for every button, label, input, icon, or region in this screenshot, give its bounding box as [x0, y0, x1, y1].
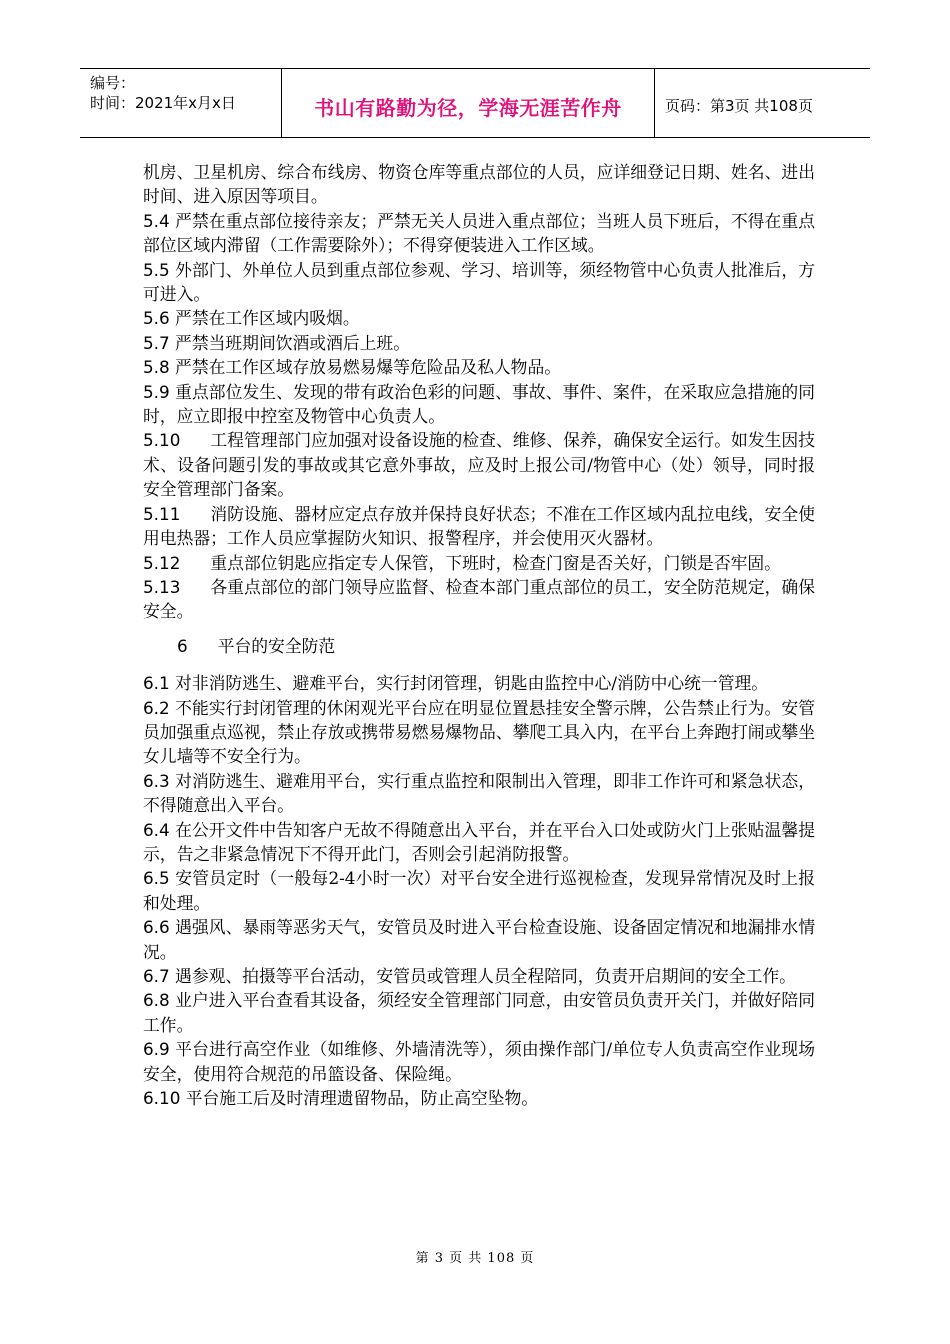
paragraph — [143, 1037, 815, 1086]
clause-text: 严禁在工作区域存放易燃易爆等危险品及私人物品。 — [175, 357, 562, 378]
section-title: 平台的安全防范 — [217, 635, 336, 656]
document-body — [143, 160, 815, 1110]
clause-text: 严禁在工作区域内吸烟。 — [175, 308, 360, 329]
clause-text: 在公开文件中告知客户无故不得随意出入平台，并在平台入口处或防火门上张贴温馨提示，告之非紧急情况下不得开此门，否则会引起消防报警。 — [143, 819, 815, 864]
clause-number: 6.6 — [143, 917, 170, 938]
paragraph — [143, 258, 815, 307]
paragraph — [143, 209, 815, 258]
paragraph — [143, 671, 815, 695]
clause-text: 安管员定时（一般每2-4小时一次）对平台安全进行巡视检查，发现异常情况及时上报和处理。 — [143, 868, 815, 913]
paragraph — [143, 380, 815, 429]
clause-number: 6.1 — [143, 673, 170, 694]
clause-number: 6.3 — [143, 770, 170, 791]
clause-text: 严禁在重点部位接待亲友；严禁无关人员进入重点部位；当班人员下班后，不得在重点部位区域内滞留（工作需要除外）；不得穿便装进入工作区域。 — [143, 210, 815, 256]
paragraph — [143, 331, 815, 355]
section-5-paragraphs — [143, 160, 815, 624]
clause-text: 业户进入平台查看其设备，须经安全管理部门同意，由安管员负责开关门，并做好陪同工作。 — [143, 990, 815, 1035]
clause-text: 对非消防逃生、避难平台，实行封闭管理，钥匙由监控中心/消防中心统一管理。 — [175, 673, 769, 694]
clause-number: 5.12 — [143, 552, 181, 573]
document-code-label: 编号： — [90, 74, 136, 92]
clause-number: 5.11 — [143, 503, 181, 524]
paragraph — [143, 575, 815, 624]
clause-number: 6.9 — [143, 1039, 170, 1060]
clause-text: 各重点部位的部门领导应监督、检查本部门重点部位的员工，安全防范规定，确保安全。 — [143, 576, 815, 622]
clause-number: 5.7 — [143, 332, 170, 353]
header-page-info: 页码：第3页 共108页 — [665, 96, 813, 115]
clause-number: 5.8 — [143, 357, 170, 378]
section-6-paragraphs — [143, 671, 815, 1110]
clause-number: 5.5 — [143, 259, 170, 280]
header-motto: 书山有路勤为径，学海无涯苦作舟 — [314, 95, 622, 120]
clause-text: 消防设施、器材应定点存放并保持良好状态；不准在工作区域内乱拉电线，安全使用电热器；工作人员应掌握防火知识、报警程序，并会使用灭火器材。 — [143, 503, 815, 549]
header-motto-cell — [282, 69, 655, 137]
section-number: 6 — [177, 635, 188, 656]
clause-number: 6.10 — [143, 1088, 181, 1109]
paragraph — [143, 502, 815, 551]
paragraph — [143, 355, 815, 379]
clause-number: 6.8 — [143, 990, 170, 1011]
paragraph — [143, 915, 815, 964]
paragraph — [143, 306, 815, 330]
clause-text: 机房、卫星机房、综合布线房、物资仓库等重点部位的人员，应详细登记日期、姓名、进出时间、进入原因等项目。 — [143, 162, 815, 207]
clause-number: 6.2 — [143, 697, 170, 718]
paragraph — [143, 160, 815, 209]
section-heading — [177, 634, 815, 658]
paragraph — [143, 988, 815, 1037]
clause-text: 不能实行封闭管理的休闲观光平台应在明显位置悬挂安全警示牌，公告禁止行为。安管员加强重点巡视，禁止存放或携带易燃易爆物品、攀爬工具入内，在平台上奔跑打闹或攀坐女儿墙等不安全行为。 — [143, 697, 815, 767]
paragraph — [143, 866, 815, 915]
clause-text: 重点部位发生、发现的带有政治色彩的问题、事故、事件、案件，在采取应急措施的同时，应立即报中控室及物管中心负责人。 — [143, 381, 815, 427]
clause-text: 遇强风、暴雨等恶劣天气，安管员及时进入平台检查设施、设备固定情况和地漏排水情况。 — [143, 917, 815, 962]
paragraph — [143, 551, 815, 575]
clause-number: 5.10 — [143, 430, 181, 451]
paragraph — [143, 769, 815, 818]
clause-text: 对消防逃生、避难用平台，实行重点监控和限制出入管理，即非工作许可和紧急状态，不得随意出入平台。 — [143, 770, 815, 816]
clause-text: 遇参观、拍摄等平台活动，安管员或管理人员全程陪同，负责开启期间的安全工作。 — [175, 966, 796, 986]
header-meta — [80, 69, 282, 137]
page-header — [80, 68, 870, 138]
clause-number: 6.5 — [143, 868, 170, 889]
header-page-info-cell — [655, 69, 870, 137]
clause-text: 工程管理部门应加强对设备设施的检查、维修、保养，确保安全运行。如发生因技术、设备问题引发的事故或其它意外事故，应及时上报公司/物管中心（处）领导，同时报安全管理部门备案。 — [143, 430, 815, 500]
paragraph — [143, 428, 815, 501]
paragraph — [143, 1086, 815, 1110]
clause-text: 严禁当班期间饮酒或酒后上班。 — [175, 332, 410, 353]
clause-number: 5.6 — [143, 308, 170, 329]
clause-number: 6.7 — [143, 966, 170, 986]
clause-text: 外部门、外单位人员到重点部位参观、学习、培训等，须经物管中心负责人批准后，方可进入。 — [143, 259, 815, 305]
paragraph — [143, 696, 815, 769]
page-footer: 第 3 页 共 108 页 — [415, 1251, 535, 1266]
document-date: 时间：2021年x月x日 — [90, 94, 236, 112]
clause-number: 5.13 — [143, 576, 181, 597]
clause-text: 平台施工后及时清理遗留物品，防止高空坠物。 — [185, 1088, 539, 1109]
clause-number: 5.4 — [143, 210, 170, 231]
paragraph — [143, 818, 815, 867]
paragraph — [143, 964, 815, 988]
clause-number: 5.9 — [143, 381, 170, 402]
clause-text: 平台进行高空作业（如维修、外墙清洗等），须由操作部门/单位专人负责高空作业现场安全，使用符合规范的吊篮设备、保险绳。 — [143, 1039, 815, 1084]
clause-number: 6.4 — [143, 819, 170, 840]
clause-text: 重点部位钥匙应指定专人保管，下班时，检查门窗是否关好，门锁是否牢固。 — [210, 552, 781, 573]
